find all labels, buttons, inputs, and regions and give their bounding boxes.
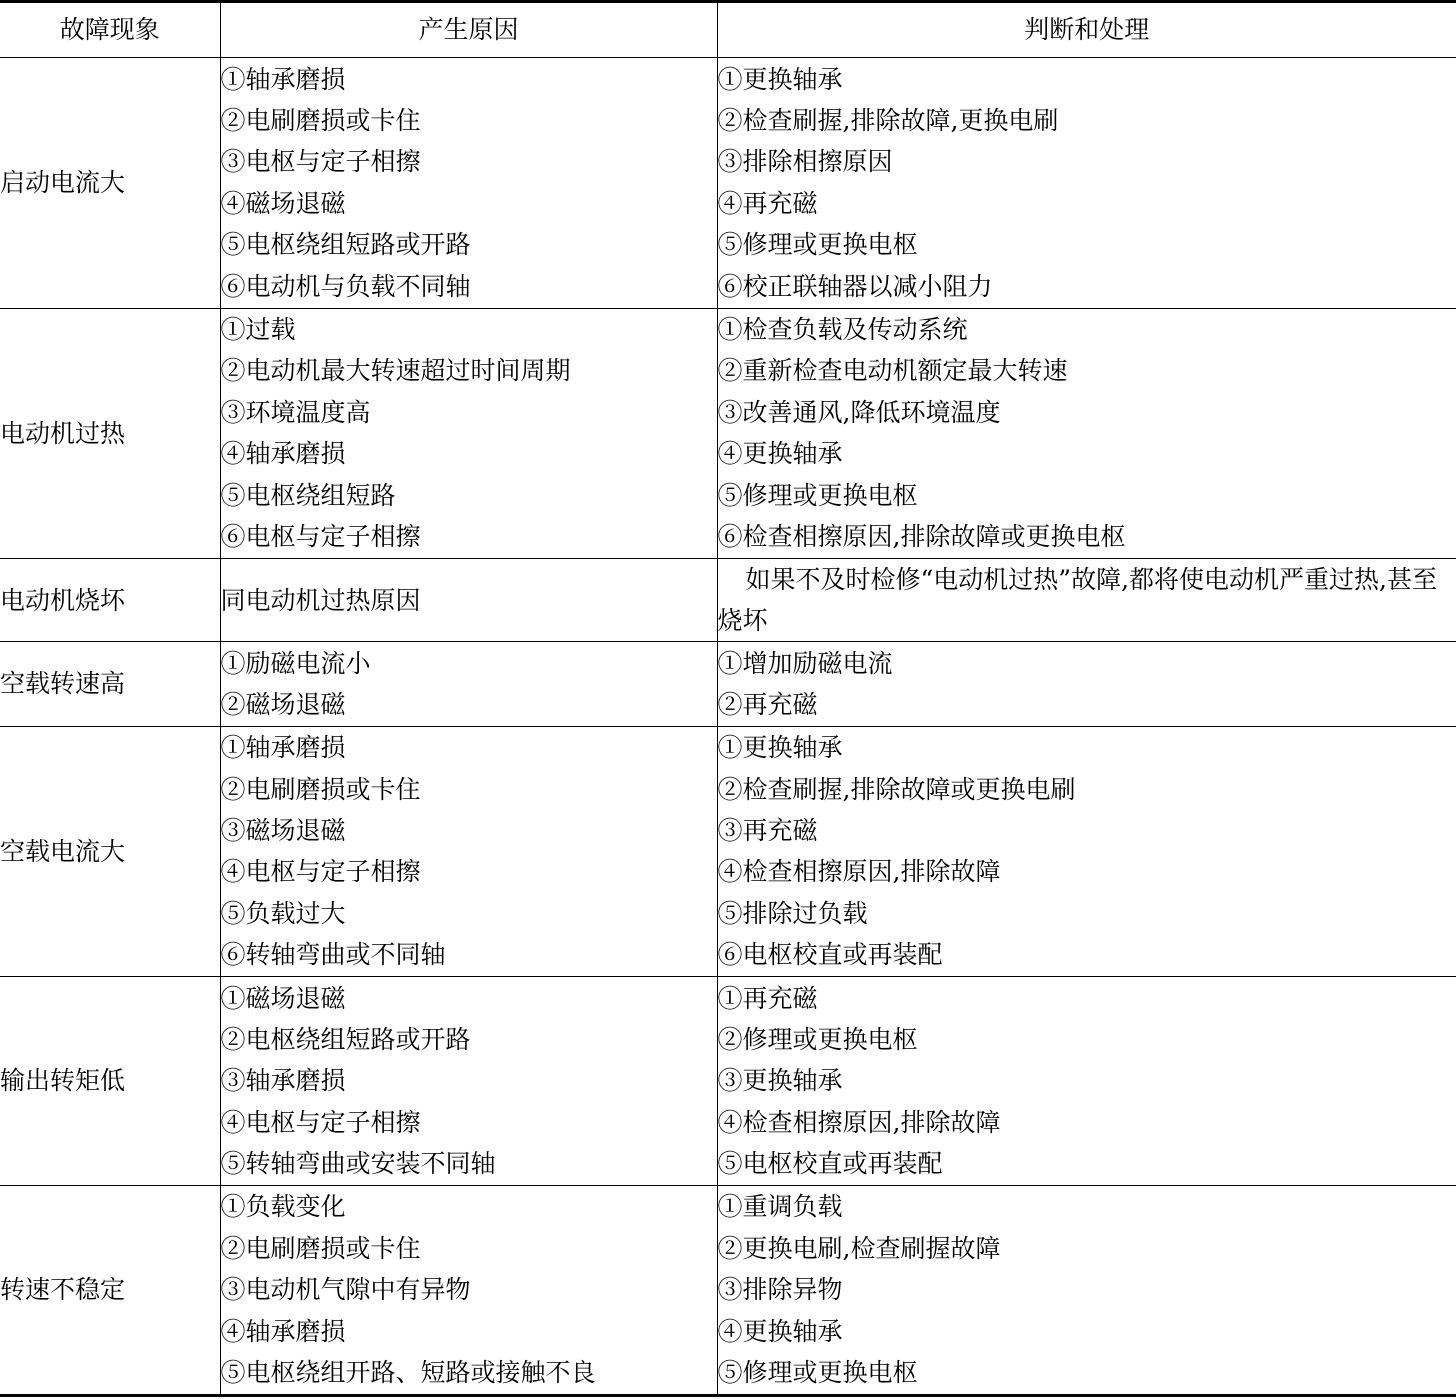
header-symptom: 故障现象	[0, 2, 220, 58]
cause-item: ②电刷磨损或卡住	[220, 774, 421, 804]
cause-cell	[220, 642, 717, 726]
remedy-item: ⑥电枢校直或再装配	[717, 940, 943, 970]
remedy-item: ⑤排除过负载	[717, 898, 868, 928]
symptom-cell: 电动机过热	[0, 308, 220, 559]
remedy-cell	[717, 977, 1456, 1186]
symptom-cell: 启动电流大	[0, 58, 220, 309]
cause-item: 同电动机过热原因	[220, 585, 421, 615]
header-remedy: 判断和处理	[717, 2, 1456, 58]
table-row	[0, 1186, 1456, 1396]
remedy-item: ③改善通风,降低环境温度	[717, 397, 1001, 427]
cause-item: ⑥转轴弯曲或不同轴	[220, 940, 446, 970]
remedy-cell	[717, 58, 1456, 309]
remedy-item: ②检查刷握,排除故障,更换电刷	[717, 105, 1059, 135]
cause-item: ③轴承磨损	[220, 1066, 346, 1096]
remedy-item: ②更换电刷,检查刷握故障	[717, 1233, 1001, 1263]
cause-item: ③电动机气隙中有异物	[220, 1275, 471, 1305]
cause-cell	[220, 977, 717, 1186]
remedy-item: ①再充磁	[717, 983, 818, 1013]
remedy-item: ①更换轴承	[717, 64, 843, 94]
cause-item: ⑤电枢绕组短路或开路	[220, 230, 471, 260]
remedy-item: ⑥校正联轴器以减小阻力	[717, 271, 993, 301]
table-row	[0, 58, 1456, 309]
table-row	[0, 977, 1456, 1186]
cause-item: ④轴承磨损	[220, 1316, 346, 1346]
cause-item: ②电刷磨损或卡住	[220, 1233, 421, 1263]
cause-cell	[220, 726, 717, 977]
cause-item: ⑥电枢与定子相擦	[220, 522, 421, 552]
remedy-item: ⑤修理或更换电枢	[717, 480, 918, 510]
cause-item: ⑤电枢绕组开路、短路或接触不良	[220, 1358, 596, 1388]
cause-cell	[220, 1186, 717, 1396]
cause-item: ①磁场退磁	[220, 983, 346, 1013]
cause-item: ⑤转轴弯曲或安装不同轴	[220, 1149, 496, 1179]
remedy-item: ①重调负载	[717, 1192, 843, 1222]
header-cause: 产生原因	[220, 2, 717, 58]
remedy-item: ②修理或更换电枢	[717, 1024, 918, 1054]
remedy-cell	[717, 726, 1456, 977]
remedy-item: ③排除异物	[717, 1275, 843, 1305]
table-row	[0, 642, 1456, 726]
cause-cell	[220, 308, 717, 559]
header-row	[0, 2, 1456, 58]
remedy-cell	[717, 642, 1456, 726]
remedy-item: ②重新检查电动机额定最大转速	[717, 356, 1068, 386]
cause-item: ⑥电动机与负载不同轴	[220, 271, 471, 301]
remedy-paragraph: 如果不及时检修“电动机过热”故障,都将使电动机严重过热,甚至烧坏	[717, 565, 1437, 636]
cause-cell	[220, 58, 717, 309]
remedy-item: ③排除相擦原因	[717, 147, 893, 177]
cause-cell	[220, 559, 717, 642]
remedy-item: ④更换轴承	[717, 439, 843, 469]
table-row	[0, 308, 1456, 559]
cause-item: ②电枢绕组短路或开路	[220, 1024, 471, 1054]
cause-item: ④电枢与定子相擦	[220, 1107, 421, 1137]
cause-item: ①轴承磨损	[220, 733, 346, 763]
cause-item: ④轴承磨损	[220, 439, 346, 469]
symptom-cell: 空载电流大	[0, 726, 220, 977]
cause-item: ②电刷磨损或卡住	[220, 105, 421, 135]
remedy-cell	[717, 559, 1456, 642]
cause-item: ④磁场退磁	[220, 188, 346, 218]
symptom-cell: 输出转矩低	[0, 977, 220, 1186]
remedy-cell	[717, 1186, 1456, 1396]
remedy-item: ③再充磁	[717, 815, 818, 845]
remedy-item: ④检查相擦原因,排除故障	[717, 857, 1001, 887]
remedy-item: ④再充磁	[717, 188, 818, 218]
cause-item: ③磁场退磁	[220, 815, 346, 845]
cause-item: ③电枢与定子相擦	[220, 147, 421, 177]
table-row	[0, 726, 1456, 977]
remedy-item: ①检查负载及传动系统	[717, 315, 968, 345]
cause-item: ⑤电枢绕组短路	[220, 480, 396, 510]
remedy-item: ⑤修理或更换电枢	[717, 230, 918, 260]
table-row	[0, 559, 1456, 642]
remedy-item: ①更换轴承	[717, 733, 843, 763]
remedy-item: ②检查刷握,排除故障或更换电刷	[717, 774, 1076, 804]
cause-item: ②电动机最大转速超过时间周期	[220, 356, 571, 386]
cause-item: ①负载变化	[220, 1192, 346, 1222]
cause-item: ①过载	[220, 315, 296, 345]
remedy-item: ②再充磁	[717, 689, 818, 719]
cause-item: ⑤负载过大	[220, 898, 346, 928]
symptom-cell: 电动机烧坏	[0, 559, 220, 642]
remedy-item: ⑤修理或更换电枢	[717, 1358, 918, 1388]
remedy-item: ④检查相擦原因,排除故障	[717, 1107, 1001, 1137]
remedy-item: ⑥检查相擦原因,排除故障或更换电枢	[717, 522, 1126, 552]
remedy-item: ⑤电枢校直或再装配	[717, 1149, 943, 1179]
symptom-cell: 空载转速高	[0, 642, 220, 726]
remedy-item: ①增加励磁电流	[717, 648, 893, 678]
symptom-cell: 转速不稳定	[0, 1186, 220, 1396]
cause-item: ①励磁电流小	[220, 648, 371, 678]
cause-item: ②磁场退磁	[220, 689, 346, 719]
cause-item: ①轴承磨损	[220, 64, 346, 94]
cause-item: ③环境温度高	[220, 397, 371, 427]
table-body	[0, 2, 1456, 1396]
remedy-item: ④更换轴承	[717, 1316, 843, 1346]
remedy-cell	[717, 308, 1456, 559]
remedy-item: ③更换轴承	[717, 1066, 843, 1096]
cause-item: ④电枢与定子相擦	[220, 857, 421, 887]
